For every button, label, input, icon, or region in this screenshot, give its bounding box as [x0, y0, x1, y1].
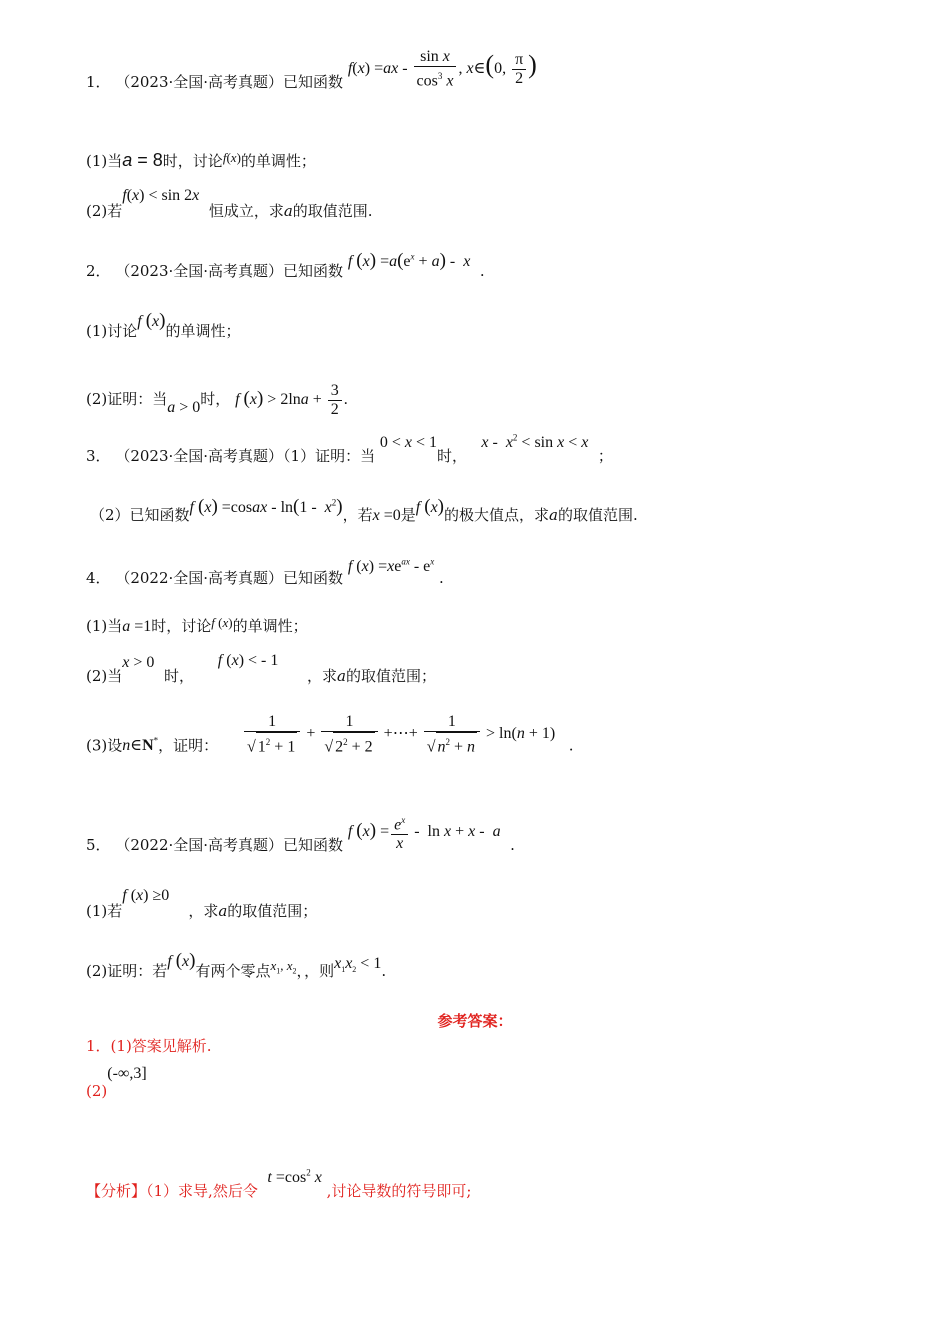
problem-2-part-1: (1)讨论f (x)的单调性；	[86, 310, 241, 340]
problem-5-part-1: (1)若f (x) ≥0 ，求a的取值范围；	[86, 887, 318, 920]
answer-range: (-∞,3]	[107, 1065, 147, 1082]
analysis-line: 【分析】（1）求导,然后令 $t =\cos^2$ x ,讨论导数的符号即可;	[86, 1167, 472, 1200]
problem-intro: 已知函数	[283, 72, 344, 91]
problem-3-part-2: （2）已知函数f (x) =cosax - $\ln(1 - x^2)$，若x =0是f (x)的极大值点，求a的取值范围.	[90, 496, 638, 524]
problem-1-stem	[86, 48, 537, 104]
problem-4-stem: 4． （2022·全国·高考真题）已知函数 f $(x) =xe^{ax} - e^x$ .	[86, 556, 444, 587]
problem-1-part-2: (2)若f(x) < sin 2x 恒成立，求a的取值范围.	[86, 187, 373, 220]
problem-4-part-1: (1)当a =1时，讨论f (x)的单调性；	[86, 615, 308, 635]
problem-5-part-2: (2)证明：若f (x)有两个零点$x_1$, $x_2$，，则$x_1x_2 < 1$.	[86, 950, 387, 980]
problem-3-stem: 3． （2023·全国·高考真题）（1）证明：当 0 < x < 1时， $x - x^2 < \sin x < x$ ；	[86, 432, 613, 465]
analysis-tag: 【分析】	[86, 1182, 147, 1200]
problem-1-part-1: (1)当a = 8时，讨论f(x)的单调性；	[86, 150, 316, 170]
problem-2-stem: 2． （2023·全国·高考真题）已知函数 f $(x) =a(e^x + a) - x$ .	[86, 250, 485, 280]
problem-5-stem: 5． （2022·全国·高考真题）已知函数 f (x) = $\frac{e^x}{x}$ - ln x + x - a .	[86, 825, 515, 867]
problem-source: （2023·全国·高考真题）	[115, 72, 284, 91]
answers-title: 参考答案：	[437, 1012, 513, 1030]
answer-1-part-1: 1．(1)答案见解析.	[86, 1037, 212, 1055]
problem-4-part-3: (3)设n∈N*，证明： $\frac{1}{√ 1^2 + 1}$ + $\frac{1}{√ 2^2 + 2}$ +⋯+ $\frac{1}{√ n^2 + n}$ > ln(n + 1) .	[86, 713, 574, 756]
problem-number: 1．	[86, 72, 111, 91]
formula: f(x) =ax - $\frac{\text{sin x}}{\cos^3 x}$ , x∈(0, $\frac{\pi}{2}$ )	[347, 48, 537, 90]
problem-4-part-2: (2)当x > 0 时， f (x) < - 1 ，求a的取值范围；	[86, 652, 436, 685]
problem-2-part-2: (2)证明：当a > 0时， f (x) > 2lna + $\frac{3}{2}$ .	[86, 382, 348, 418]
answer-1-part-2: (2)(-∞,3]	[86, 1065, 147, 1100]
